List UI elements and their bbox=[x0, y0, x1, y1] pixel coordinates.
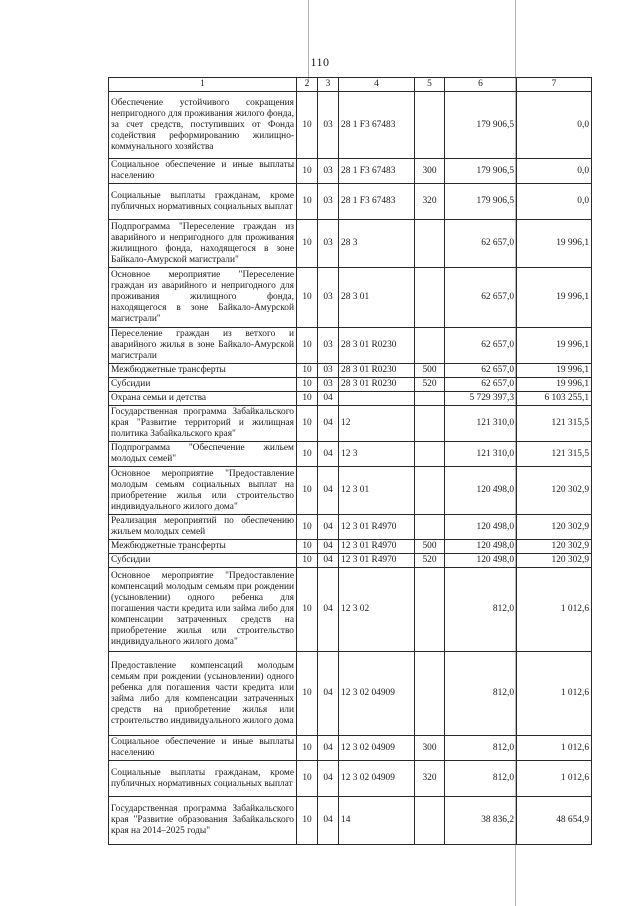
row-expense-type bbox=[415, 797, 445, 845]
row-subsection: 03 bbox=[318, 378, 339, 392]
row-section: 10 bbox=[297, 568, 318, 652]
row-expense-type bbox=[415, 268, 445, 328]
row-amount-6: 5 729 397,3 bbox=[445, 392, 517, 406]
row-amount-7: 120 302,9 bbox=[517, 467, 592, 515]
table-row bbox=[109, 184, 592, 220]
table-row bbox=[109, 652, 592, 736]
row-name: Межбюджетные трансферты bbox=[109, 364, 297, 378]
row-subsection: 04 bbox=[318, 406, 339, 442]
row-subsection: 04 bbox=[318, 540, 339, 554]
row-name: Государственная программа Забайкальского края "Развитие образования Забайкальского края на 2014–2025 годы" bbox=[109, 797, 297, 845]
row-section: 10 bbox=[297, 328, 318, 364]
row-section: 10 bbox=[297, 467, 318, 515]
row-name: Охрана семьи и детства bbox=[109, 392, 297, 406]
row-name: Социальное обеспечение и иные выплаты населению bbox=[109, 736, 297, 761]
table-row bbox=[109, 364, 592, 378]
table-row bbox=[109, 797, 592, 845]
row-expense-type bbox=[415, 652, 445, 736]
table-header-row bbox=[109, 78, 592, 92]
row-amount-6: 62 657,0 bbox=[445, 364, 517, 378]
row-expense-type bbox=[415, 92, 445, 159]
row-target-code bbox=[339, 392, 415, 406]
row-expense-type bbox=[415, 568, 445, 652]
row-target-code: 12 3 01 R4970 bbox=[339, 540, 415, 554]
row-target-code: 12 3 02 04909 bbox=[339, 652, 415, 736]
row-name: Переселение граждан из ветхого и аварийного жилья в зоне Байкало-Амурской магистрали bbox=[109, 328, 297, 364]
row-target-code: 12 3 02 04909 bbox=[339, 736, 415, 761]
row-amount-7: 0,0 bbox=[517, 184, 592, 220]
row-name: Основное мероприятие "Предоставление молодым семьям социальных выплат на приобретение жилья или строительство индивидуального жилого дома" bbox=[109, 467, 297, 515]
row-expense-type bbox=[415, 515, 445, 540]
row-name: Государственная программа Забайкальского края "Развитие территорий и жилищная политика Забайкальского края" bbox=[109, 406, 297, 442]
row-section: 10 bbox=[297, 92, 318, 159]
row-subsection: 03 bbox=[318, 159, 339, 184]
row-amount-6: 179 906,5 bbox=[445, 184, 517, 220]
row-target-code: 12 3 01 R4970 bbox=[339, 515, 415, 540]
row-section: 10 bbox=[297, 378, 318, 392]
row-amount-6: 62 657,0 bbox=[445, 268, 517, 328]
page-number: 110 bbox=[310, 55, 330, 69]
row-target-code: 28 3 01 bbox=[339, 268, 415, 328]
budget-table bbox=[108, 77, 592, 845]
row-expense-type bbox=[415, 406, 445, 442]
row-target-code: 28 3 01 R0230 bbox=[339, 364, 415, 378]
row-subsection: 03 bbox=[318, 184, 339, 220]
table-row bbox=[109, 268, 592, 328]
row-expense-type: 300 bbox=[415, 736, 445, 761]
row-amount-7: 6 103 255,1 bbox=[517, 392, 592, 406]
row-expense-type bbox=[415, 220, 445, 268]
table-row bbox=[109, 406, 592, 442]
row-name: Реализация мероприятий по обеспечению жильем молодых семей bbox=[109, 515, 297, 540]
row-section: 10 bbox=[297, 184, 318, 220]
row-subsection: 03 bbox=[318, 92, 339, 159]
row-section: 10 bbox=[297, 554, 318, 568]
row-amount-7: 121 315,5 bbox=[517, 406, 592, 442]
row-target-code: 28 3 bbox=[339, 220, 415, 268]
table-body bbox=[109, 92, 592, 845]
row-amount-6: 62 657,0 bbox=[445, 378, 517, 392]
header-col-3: 3 bbox=[318, 78, 339, 92]
row-section: 10 bbox=[297, 159, 318, 184]
row-amount-7: 0,0 bbox=[517, 92, 592, 159]
row-amount-6: 812,0 bbox=[445, 761, 517, 797]
row-amount-6: 121 310,0 bbox=[445, 442, 517, 467]
table-row bbox=[109, 92, 592, 159]
table-row bbox=[109, 467, 592, 515]
row-target-code: 12 3 01 R4970 bbox=[339, 554, 415, 568]
row-target-code: 28 3 01 R0230 bbox=[339, 328, 415, 364]
row-target-code: 12 bbox=[339, 406, 415, 442]
row-subsection: 04 bbox=[318, 568, 339, 652]
table-row bbox=[109, 220, 592, 268]
row-expense-type: 520 bbox=[415, 554, 445, 568]
row-section: 10 bbox=[297, 761, 318, 797]
row-section: 10 bbox=[297, 268, 318, 328]
header-col-7: 7 bbox=[517, 78, 592, 92]
header-col-1: 1 bbox=[109, 78, 297, 92]
row-expense-type bbox=[415, 328, 445, 364]
row-expense-type bbox=[415, 442, 445, 467]
row-amount-7: 19 996,1 bbox=[517, 364, 592, 378]
row-section: 10 bbox=[297, 406, 318, 442]
row-subsection: 04 bbox=[318, 515, 339, 540]
row-amount-6: 812,0 bbox=[445, 652, 517, 736]
row-section: 10 bbox=[297, 736, 318, 761]
row-amount-6: 121 310,0 bbox=[445, 406, 517, 442]
row-subsection: 04 bbox=[318, 797, 339, 845]
row-amount-7: 19 996,1 bbox=[517, 328, 592, 364]
table-row bbox=[109, 442, 592, 467]
row-expense-type: 320 bbox=[415, 761, 445, 797]
row-amount-7: 120 302,9 bbox=[517, 540, 592, 554]
row-target-code: 28 3 01 R0230 bbox=[339, 378, 415, 392]
row-section: 10 bbox=[297, 797, 318, 845]
row-subsection: 03 bbox=[318, 220, 339, 268]
header-col-5: 5 bbox=[415, 78, 445, 92]
row-amount-7: 120 302,9 bbox=[517, 554, 592, 568]
row-subsection: 04 bbox=[318, 442, 339, 467]
row-name: Подпрограмма "Обеспечение жильем молодых семей" bbox=[109, 442, 297, 467]
row-subsection: 04 bbox=[318, 652, 339, 736]
row-name: Основное мероприятие "Предоставление компенсаций молодым семьям при рождении (усыновлении) одного ребенка для погашения части кредита или займа либо для компенсации затраченных средств на приобретение жилья или строительство индивидуального жилого дома" bbox=[109, 568, 297, 652]
row-amount-6: 62 657,0 bbox=[445, 220, 517, 268]
row-section: 10 bbox=[297, 392, 318, 406]
header-col-4: 4 bbox=[339, 78, 415, 92]
table-row bbox=[109, 568, 592, 652]
row-subsection: 04 bbox=[318, 736, 339, 761]
row-subsection: 04 bbox=[318, 467, 339, 515]
row-name: Субсидии bbox=[109, 378, 297, 392]
row-name: Социальное обеспечение и иные выплаты населению bbox=[109, 159, 297, 184]
row-amount-7: 120 302,9 bbox=[517, 515, 592, 540]
row-target-code: 12 3 01 bbox=[339, 467, 415, 515]
table-row bbox=[109, 540, 592, 554]
row-amount-7: 1 012,6 bbox=[517, 736, 592, 761]
row-expense-type: 520 bbox=[415, 378, 445, 392]
row-expense-type bbox=[415, 467, 445, 515]
row-section: 10 bbox=[297, 364, 318, 378]
row-amount-6: 812,0 bbox=[445, 736, 517, 761]
row-section: 10 bbox=[297, 442, 318, 467]
row-amount-7: 121 315,5 bbox=[517, 442, 592, 467]
row-amount-7: 19 996,1 bbox=[517, 378, 592, 392]
table-row bbox=[109, 392, 592, 406]
row-amount-7: 0,0 bbox=[517, 159, 592, 184]
row-name: Межбюджетные трансферты bbox=[109, 540, 297, 554]
row-name: Социальные выплаты гражданам, кроме публичных нормативных социальных выплат bbox=[109, 184, 297, 220]
row-name: Подпрограмма "Переселение граждан из аварийного и непригодного для проживания жилищного фонда, находящегося в зоне Байкало-Амурской магистрали" bbox=[109, 220, 297, 268]
table-row bbox=[109, 159, 592, 184]
row-subsection: 03 bbox=[318, 328, 339, 364]
row-amount-7: 19 996,1 bbox=[517, 220, 592, 268]
row-amount-7: 1 012,6 bbox=[517, 652, 592, 736]
row-expense-type: 300 bbox=[415, 159, 445, 184]
row-target-code: 12 3 bbox=[339, 442, 415, 467]
row-amount-6: 179 906,5 bbox=[445, 159, 517, 184]
row-section: 10 bbox=[297, 220, 318, 268]
row-amount-6: 120 498,0 bbox=[445, 540, 517, 554]
row-name: Социальные выплаты гражданам, кроме публичных нормативных социальных выплат bbox=[109, 761, 297, 797]
row-amount-7: 19 996,1 bbox=[517, 268, 592, 328]
row-amount-7: 48 654,9 bbox=[517, 797, 592, 845]
table-row bbox=[109, 328, 592, 364]
row-expense-type: 500 bbox=[415, 364, 445, 378]
row-amount-7: 1 012,6 bbox=[517, 568, 592, 652]
table-row bbox=[109, 378, 592, 392]
row-amount-7: 1 012,6 bbox=[517, 761, 592, 797]
row-target-code: 28 1 F3 67483 bbox=[339, 92, 415, 159]
row-target-code: 14 bbox=[339, 797, 415, 845]
row-expense-type bbox=[415, 392, 445, 406]
row-name: Обеспечение устойчивого сокращения непригодного для проживания жилого фонда, за счет средств, поступивших от Фонда содействия реформированию жилищно-коммунального хозяйства bbox=[109, 92, 297, 159]
table-row bbox=[109, 761, 592, 797]
row-amount-6: 38 836,2 bbox=[445, 797, 517, 845]
row-amount-6: 62 657,0 bbox=[445, 328, 517, 364]
row-expense-type: 320 bbox=[415, 184, 445, 220]
row-target-code: 28 1 F3 67483 bbox=[339, 184, 415, 220]
row-section: 10 bbox=[297, 652, 318, 736]
row-subsection: 04 bbox=[318, 392, 339, 406]
row-target-code: 12 3 02 bbox=[339, 568, 415, 652]
row-amount-6: 812,0 bbox=[445, 568, 517, 652]
row-section: 10 bbox=[297, 515, 318, 540]
row-subsection: 04 bbox=[318, 761, 339, 797]
header-col-2: 2 bbox=[297, 78, 318, 92]
row-subsection: 03 bbox=[318, 364, 339, 378]
row-expense-type: 500 bbox=[415, 540, 445, 554]
row-subsection: 04 bbox=[318, 554, 339, 568]
row-name: Субсидии bbox=[109, 554, 297, 568]
row-name: Основное мероприятие "Переселение граждан из аварийного и непригодного для проживания жилищного фонда, находящегося в зоне Байкало-Амурской магистрали" bbox=[109, 268, 297, 328]
table-row bbox=[109, 736, 592, 761]
row-amount-6: 179 906,5 bbox=[445, 92, 517, 159]
header-col-6: 6 bbox=[445, 78, 517, 92]
table-row bbox=[109, 554, 592, 568]
row-target-code: 28 1 F3 67483 bbox=[339, 159, 415, 184]
row-target-code: 12 3 02 04909 bbox=[339, 761, 415, 797]
row-subsection: 03 bbox=[318, 268, 339, 328]
row-amount-6: 120 498,0 bbox=[445, 554, 517, 568]
row-amount-6: 120 498,0 bbox=[445, 515, 517, 540]
row-section: 10 bbox=[297, 540, 318, 554]
table-row bbox=[109, 515, 592, 540]
row-name: Предоставление компенсаций молодым семьям при рождении (усыновлении) одного ребенка для погашения части кредита или займа либо для компенсации затраченных средств на приобретение жилья или строительство индивидуального жилого дома bbox=[109, 652, 297, 736]
row-amount-6: 120 498,0 bbox=[445, 467, 517, 515]
